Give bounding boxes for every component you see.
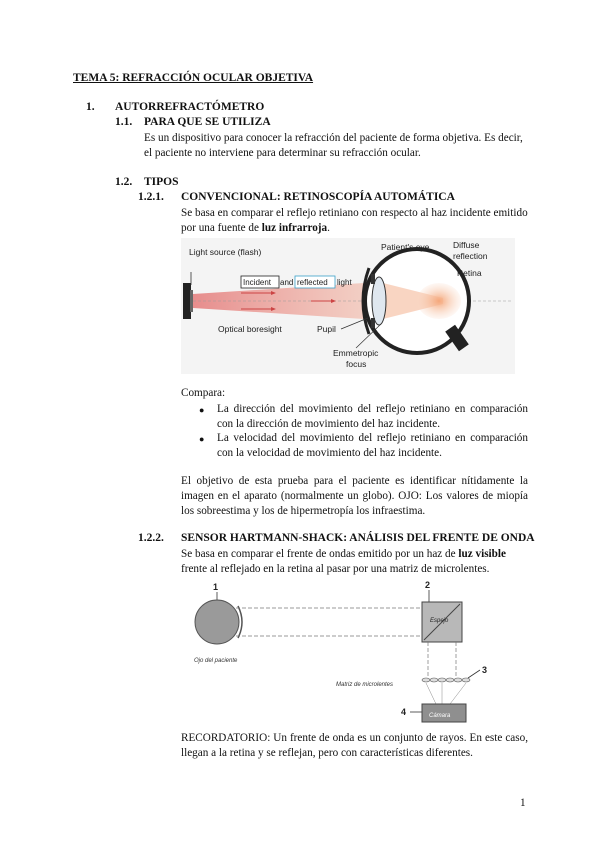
bullet-line: con la dirección de movimiento del haz incidente. [217,418,441,430]
paragraph-line: llegan a la retina y se reflejan, pero con características diferentes. [181,747,473,759]
leader-line [468,670,480,678]
paragraph-line: el paciente no interviene para determinar su refracción ocular. [144,147,421,159]
page-number: 1 [520,797,526,809]
label-light: light [337,278,352,287]
bullet-symbol: ● [199,434,205,444]
compara-label: Compara: [181,387,226,399]
marker-1: 1 [213,582,219,592]
label-reflection: reflection [453,251,488,261]
document-title: TEMA 5: REFRACCIÓN OCULAR OBJETIVA [73,72,314,84]
section-1-heading: AUTORREFRACTÓMETRO [115,101,265,113]
marker-2: 2 [425,580,431,590]
label-patients-eye: Patient's eye [381,242,430,252]
bullet-symbol: ● [199,405,205,415]
paragraph-line: imagen en el aparato (normalmente un globo). OJO: Los valores de miopía [181,490,528,502]
paragraph-line: El objetivo de esta prueba para el paciente es identificar nítidamente la [181,475,528,487]
microlens-array [422,678,470,682]
eye-circle [195,600,239,644]
marker-3: 3 [482,665,488,675]
label-mirror: Espejo [430,618,449,624]
section-1-2-1-number: 1.2.1. [138,191,164,203]
paragraph-line: frente al reflejado en la retina al pasar por una matriz de microlentes. [181,563,490,575]
focus-ray [450,683,466,704]
iris-top [371,274,375,284]
light-source-block [183,283,191,319]
paragraph-line: por una fuente de luz infrarroja. [181,222,330,234]
label-focus: focus [346,359,367,369]
bold-term: luz visible [458,548,506,560]
label-eye: Ojo del paciente [194,658,238,664]
paragraph-line: Se basa en comparar el reflejo retiniano con respecto al haz incidente emitido [181,207,528,219]
paragraph-line: Se basa en comparar el frente de ondas emitido por un haz de luz visible [181,548,506,560]
section-1-2-2-heading: SENSOR HARTMANN-SHACK: ANÁLISIS DEL FRENTE DE ONDA [181,532,535,544]
iris-bottom [371,318,375,328]
bullet-line: La velocidad del movimiento del reflejo retiniano en comparación [217,432,528,444]
paragraph-line: los sobreestima y los de hipermetropía los infraestima. [181,505,426,517]
section-1-1-heading: PARA QUE SE UTILIZA [144,116,271,128]
label-incident: Incident [243,278,272,287]
retinoscopy-diagram [181,238,515,374]
section-1-2-number: 1.2. [115,176,133,188]
label-camera: Cámara [429,713,451,719]
section-1-2-heading: TIPOS [144,176,179,188]
label-lens-array: Matriz de microlentes [336,682,394,688]
light-source-lens [190,290,193,312]
section-1-1-number: 1.1. [115,116,133,128]
label-retina: Retina [457,268,482,278]
section-1-number: 1. [86,101,95,113]
focus-ray [426,683,436,704]
section-1-2-1-heading: CONVENCIONAL: RETINOSCOPÍA AUTOMÁTICA [181,191,455,203]
label-diffuse: Diffuse [453,240,480,250]
label-emmetropic: Emmetropic [333,348,379,358]
section-1-2-2-number: 1.2.2. [138,532,164,544]
marker-4: 4 [401,707,407,717]
label-light-source: Light source (flash) [189,247,262,257]
retinal-reflex [417,283,461,319]
paragraph-line: RECORDATORIO: Un frente de onda es un conjunto de rayos. En este caso, [181,732,528,744]
label-pupil: Pupil [317,324,336,334]
bold-term: luz infrarroja [261,222,328,234]
crystalline-lens [372,277,386,325]
label-reflected: reflected [297,278,328,287]
label-optical-boresight: Optical boresight [218,324,282,334]
bullet-line: con la velocidad de movimiento del haz incidente. [217,447,442,459]
hartmann-shack-diagram [186,578,496,728]
paragraph-line: Es un dispositivo para conocer la refracción del paciente de forma objetiva. Es decir, [144,132,523,144]
label-and: and [280,278,294,287]
bullet-line: La dirección del movimiento del reflejo retiniano en comparación [217,403,528,415]
